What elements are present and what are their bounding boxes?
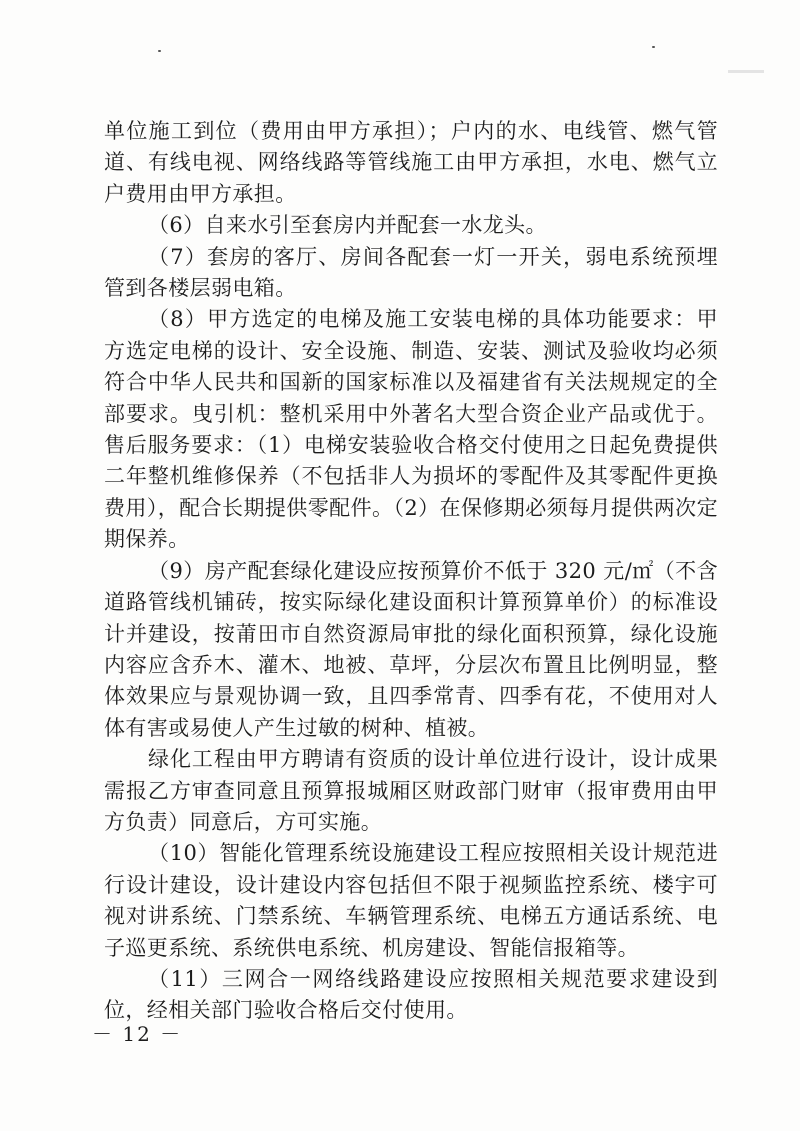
scan-speck [652,46,655,48]
scan-mark [728,70,764,73]
paragraph-greening: 绿化工程由甲方聘请有资质的设计单位进行设计，设计成果需报乙方审查同意且预算报城厢区财政部门财审（报审费用由甲方负责）同意后，方可实施。 [104,747,718,834]
paragraph-item-8: （8）甲方选定的电梯及施工安装电梯的具体功能要求：甲方选定电梯的设计、安全设施、制造、安装、测试及验收均必须符合中华人民共和国新的国家标准以及福建省有关法规规定的全部要求。曳引机：整机采用中外著名大型合资企业产品或优于。售后服务要求：（1）电梯安装验收合格交付使用之日起免费提供二年整机维修保养（不包括非人为损坏的零配件及其零配件更换费用），配合长期提供零配件。（2）在保修期必须每月提供两次定期保养。 [104,307,718,552]
scan-speck [158,50,161,52]
paragraph-item-10: （10）智能化管理系统设施建设工程应按照相关设计规范进行设计建设，设计建设内容包括但不限于视频监控系统、楼宇可视对讲系统、门禁系统、车辆管理系统、电梯五方通话系统、电子巡更系统、系统供电系统、机房建设、智能信报箱等。 [104,841,718,960]
paragraph-item-6: （6）自来水引至套房内并配套一水龙头。 [148,213,547,238]
paragraph-item-11: （11）三网合一网络线路建设应按照相关规范要求建设到位，经相关部门验收合格后交付使用。 [104,966,718,1023]
page-number: － 12 － [92,1022,183,1046]
paragraph-item-7: （7）套房的客厅、房间各配套一灯一开关，弱电系统预埋管到各楼层弱电箱。 [104,244,718,301]
paragraph-item-9: （9）房产配套绿化建设应按预算价不低于 320 元/㎡（不含道路管线机铺砖，按实际绿化建设面积计算预算单价）的标准设计并建设，按莆田市自然资源局审批的绿化面积预算，绿化设施内容应含乔木、灌木、地被、草坪，分层次布置且比例明显，整体效果应与景观协调一致，且四季常青、四季有花，不使用对人体有害或易使人产生过敏的树种、植被。 [104,558,718,740]
paragraph-continuation: 单位施工到位（费用由甲方承担）；户内的水、电线管、燃气管道、有线电视、网络线路等管线施工由甲方承担，水电、燃气立户费用由甲方承担。 [104,119,718,206]
document-body [104,116,718,1027]
